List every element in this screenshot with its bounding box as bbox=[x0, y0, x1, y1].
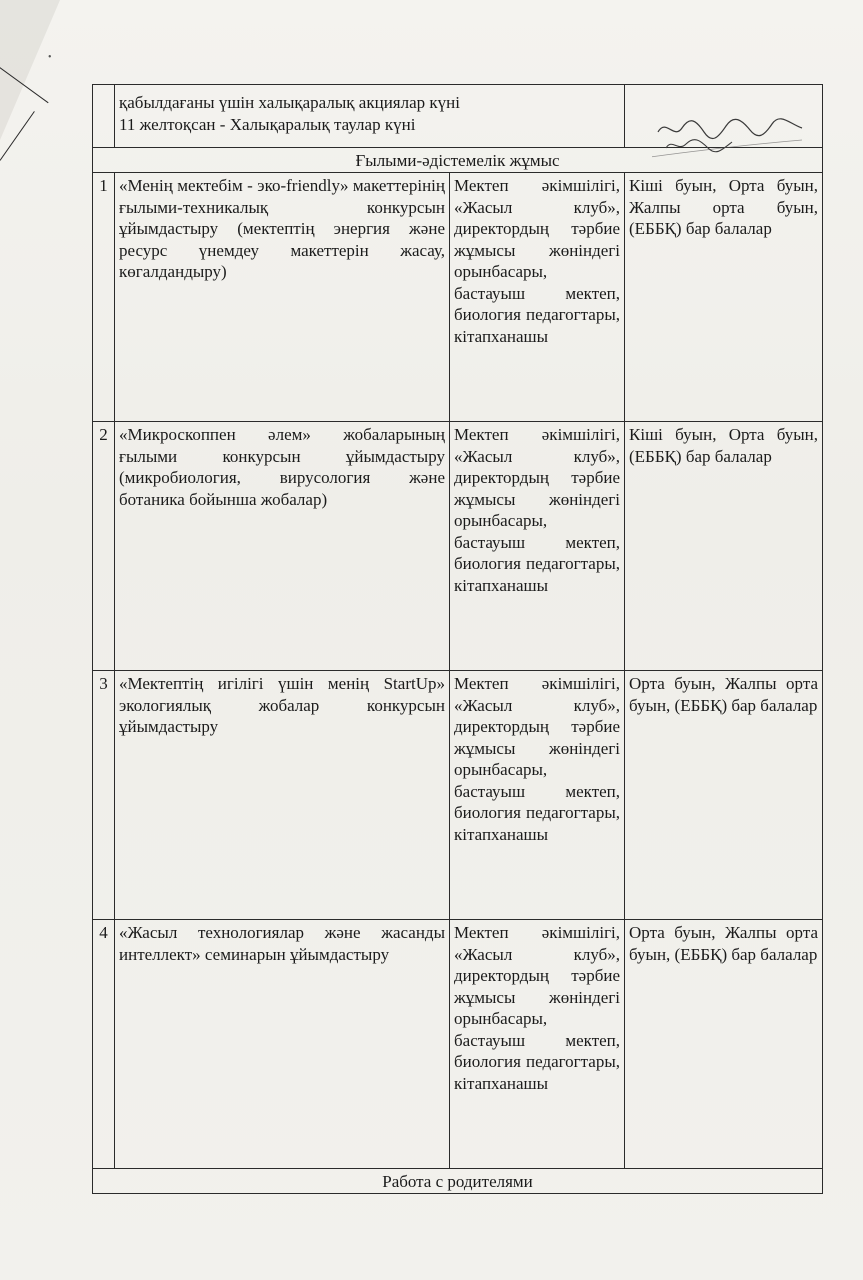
table-row bbox=[93, 422, 823, 671]
row-number: 4 bbox=[93, 920, 115, 1169]
page-shadow bbox=[0, 0, 60, 140]
row-number: 2 bbox=[93, 422, 115, 671]
header-line-1: қабылдағаны үшін халықаралық акциялар күні bbox=[119, 93, 460, 112]
responsible-cell: Мектеп әкімшілігі, «Жасыл клуб», директордың тәрбие жұмысы жөніндегі орынбасары, бастауыш мектеп, биология педагогтары, кітапханашы bbox=[450, 173, 625, 422]
participants-cell: Кіші буын, Орта буын, Жалпы орта буын, (ЕББҚ) бар балалар bbox=[625, 173, 823, 422]
table-row bbox=[93, 173, 823, 422]
row-number: 1 bbox=[93, 173, 115, 422]
footer-section-title: Работа с родителями bbox=[93, 1169, 823, 1194]
row-number: 3 bbox=[93, 671, 115, 920]
handwritten-signature bbox=[652, 110, 812, 160]
section-title: Ғылыми-әдістемелік жұмыс bbox=[93, 148, 823, 173]
participants-cell: Кіші буын, Орта буын, (ЕББҚ) бар балалар bbox=[625, 422, 823, 671]
pen-dot: • bbox=[48, 52, 52, 63]
responsible-cell: Мектеп әкімшілігі, «Жасыл клуб», директордың тәрбие жұмысы жөніндегі орынбасары, бастауыш мектеп, биология педагогтары, кітапханашы bbox=[450, 920, 625, 1169]
header-num-cell bbox=[93, 85, 115, 148]
activity-cell: «Микроскоппен әлем» жобаларының ғылыми конкурсын ұйымдастыру (микробиология, вирусология және ботаника бойынша жобалар) bbox=[115, 422, 450, 671]
plan-table bbox=[92, 84, 823, 1194]
header-line-2: 11 желтоқсан - Халықаралық таулар күні bbox=[119, 114, 416, 134]
footer-section-row bbox=[93, 1169, 823, 1194]
activity-cell: «Жасыл технологиялар және жасанды интеллект» семинарын ұйымдастыру bbox=[115, 920, 450, 1169]
table-row bbox=[93, 920, 823, 1169]
responsible-cell: Мектеп әкімшілігі, «Жасыл клуб», директордың тәрбие жұмысы жөніндегі орынбасары, бастауыш мектеп, биология педагогтары, кітапханашы bbox=[450, 671, 625, 920]
activity-cell: «Менің мектебім - эко-friendly» макеттерінің ғылыми-техникалық конкурсын ұйымдастыру (мектептің энергия және ресурс үнемдеу макеттерін жасау, көгалдандыру) bbox=[115, 173, 450, 422]
responsible-cell: Мектеп әкімшілігі, «Жасыл клуб», директордың тәрбие жұмысы жөніндегі орынбасары, бастауыш мектеп, биология педагогтары, кітапханашы bbox=[450, 422, 625, 671]
participants-cell: Орта буын, Жалпы орта буын, (ЕББҚ) бар балалар bbox=[625, 920, 823, 1169]
table-row bbox=[93, 671, 823, 920]
header-text-cell bbox=[115, 85, 625, 148]
participants-cell: Орта буын, Жалпы орта буын, (ЕББҚ) бар балалар bbox=[625, 671, 823, 920]
activity-cell: «Мектептің игілігі үшін менің StartUp» экологиялық жобалар конкурсын ұйымдастыру bbox=[115, 671, 450, 920]
